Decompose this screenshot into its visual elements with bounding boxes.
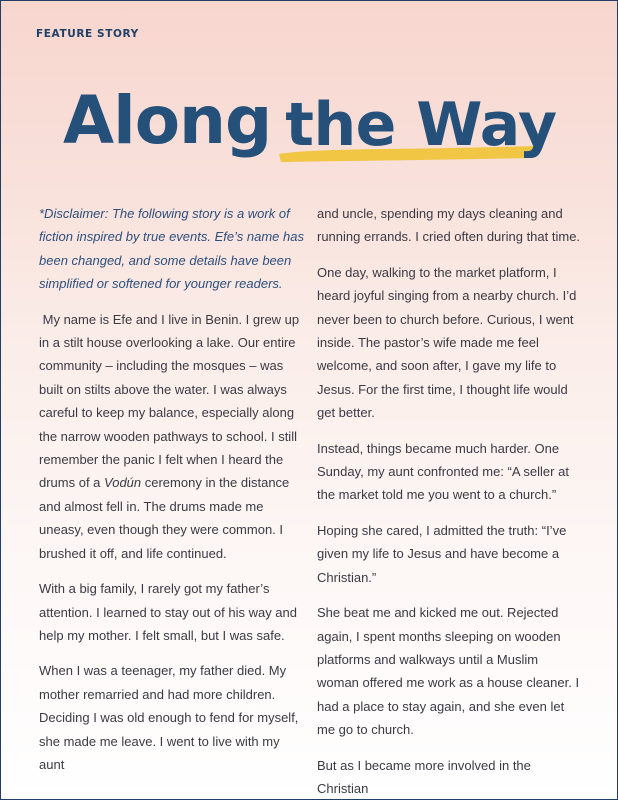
body-paragraph: But as I became more involved in the Christian [317,757,531,796]
italic-term: Vodún [104,475,142,491]
body-paragraph: Hoping she cared, I admitted the truth: “I’ve given my life to Jesus and have become a Christian.” [317,522,567,585]
title-part-2-wrap [285,75,556,175]
body-paragraph: She beat me and kicked me out. Rejected again, I spent months sleeping on wooden platforms and walkways until a Muslim woman offered me work as a house cleaner. I had a place to stay again, and she even let me go to church. [317,605,580,738]
section-label: FEATURE STORY [36,28,139,40]
right-column [317,202,583,800]
left-column [39,202,305,788]
body-paragraph [39,308,305,565]
text-run: My name is Efe and I live in Benin. I grew up in a stilt house overlooking a lake. Our entire community – including the mosques – was built on stilts above the water. I was always careful to keep my balance, especially along the narrow wooden pathways to school. I still remember the panic I felt when I heard the drums of a [39,311,300,491]
body-paragraph: Instead, things became much harder. One Sunday, my aunt confronted me: “A seller at the market told me you went to a church.” [317,440,569,503]
text-run: ceremony in the distance and almost fell in. The drums made me uneasy, even though they were common. I brushed it off, and life continued. [39,475,290,561]
body-paragraph: and uncle, spending my days cleaning and running errands. I cried often during that time. [317,206,581,245]
title-part-1: Along [63,82,272,159]
page-title [63,75,557,175]
body-paragraph: One day, walking to the market platform, I heard joyful singing from a nearby church. I’d never been to church before. Curious, I went inside. The pastor’s wife made me feel welcome, and soon after, I gave my life to Jesus. For the first time, I thought life would get better. [317,264,577,421]
disclaimer: *Disclaimer: The following story is a work of fiction inspired by true events. Efe’s name has been changed, and some details have been simplified or softened for younger readers. [39,206,304,292]
body-paragraph: When I was a teenager, my father died. My mother remarried and had more children. Deciding I was old enough to fend for myself, she made me leave. I went to live with my aunt [39,663,299,772]
body-paragraph: With a big family, I rarely got my father’s attention. I learned to stay out of his way and help my mother. I felt small, but I was safe. [39,581,297,643]
title-part-2: the Way [285,90,557,160]
